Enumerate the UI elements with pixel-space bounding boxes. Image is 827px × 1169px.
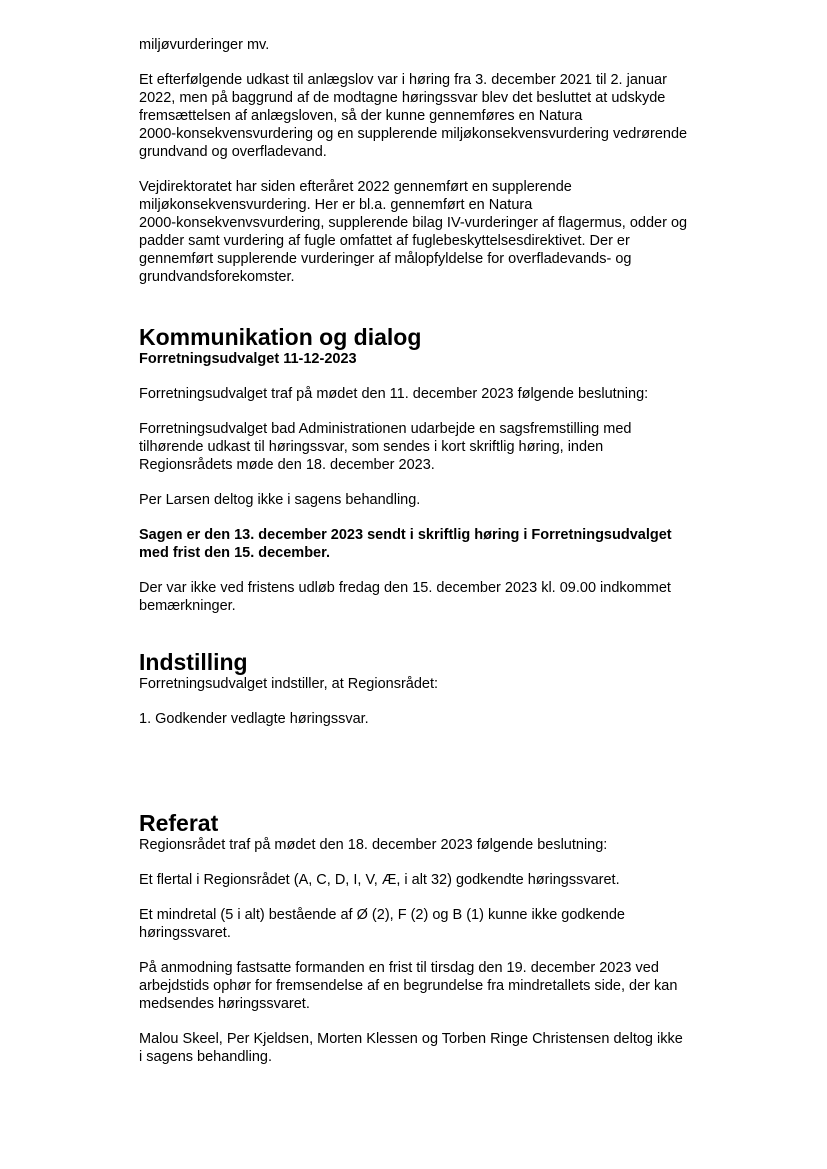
text-line: 2000-konsekvensvurdering og en supplerende miljøkonsekvensvurdering vedrørende	[139, 126, 688, 142]
kommunikation-paragraph-bold-notice	[139, 526, 739, 562]
indstilling-paragraph-1	[139, 675, 739, 693]
document-page	[139, 36, 739, 1066]
section-referat	[139, 810, 739, 1066]
text-line: høringssvaret.	[139, 925, 231, 941]
text-line: Vejdirektoratet har siden efteråret 2022 gennemført en supplerende	[139, 179, 572, 195]
text-line: tilhørende udkast til høringssvar, som sendes i kort skriftlig høring, inden	[139, 439, 604, 455]
text-line: Forretningsudvalget traf på mødet den 11. december 2023 følgende beslutning:	[139, 386, 649, 402]
text-line: Forretningsudvalget bad Administrationen udarbejde en sagsfremstilling med	[139, 421, 632, 437]
text-line: medsendes høringssvaret.	[139, 996, 310, 1012]
text-line: grundvand og overfladevand.	[139, 144, 327, 160]
text-line: Et efterfølgende udkast til anlægslov var i høring fra 3. december 2021 til 2. januar	[139, 72, 667, 88]
section-indstilling	[139, 649, 739, 728]
section-heading-indstilling: Indstilling	[139, 649, 248, 675]
text-line: 2022, men på baggrund af de modtagne høringssvar blev det besluttet at udskyde	[139, 90, 666, 106]
section-subheading-meeting: Forretningsudvalget 11-12-2023	[139, 351, 357, 367]
text-line: Forretningsudvalget indstiller, at Regionsrådet:	[139, 676, 439, 692]
text-line: Regionsrådet traf på mødet den 18. december 2023 følgende beslutning:	[139, 837, 608, 853]
text-line: Per Larsen deltog ikke i sagens behandling.	[139, 492, 421, 508]
kommunikation-paragraph-5	[139, 579, 739, 615]
text-line: Der var ikke ved fristens udløb fredag den 15. december 2023 kl. 09.00 indkommet	[139, 580, 671, 596]
text-line: 1. Godkender vedlagte høringssvar.	[139, 711, 369, 727]
text-line: Regionsrådets møde den 18. december 2023.	[139, 457, 435, 473]
text-line: arbejdstids ophør for fremsendelse af en begrundelse fra mindretallets side, der kan	[139, 978, 678, 994]
text-line: Et mindretal (5 i alt) bestående af Ø (2), F (2) og B (1) kunne ikke godkende	[139, 907, 625, 923]
kommunikation-paragraph-2	[139, 420, 739, 474]
referat-paragraph-3	[139, 906, 739, 942]
text-line: i sagens behandling.	[139, 1049, 273, 1065]
section-heading-kommunikation: Kommunikation og dialog	[139, 324, 422, 350]
referat-paragraph-5	[139, 1030, 739, 1066]
referat-paragraph-4	[139, 959, 739, 1013]
referat-paragraph-2	[139, 871, 739, 889]
text-line: Sagen er den 13. december 2023 sendt i skriftlig høring i Forretningsudvalget	[139, 527, 672, 543]
kommunikation-paragraph-1	[139, 385, 739, 403]
indstilling-paragraph-2	[139, 710, 739, 728]
text-line: bemærkninger.	[139, 598, 236, 614]
text-line: padder samt vurdering af fugle omfattet af fuglebeskyttelsesdirektivet. Der er	[139, 233, 630, 249]
referat-paragraph-1	[139, 836, 739, 854]
intro-paragraph-vejdirektoratet	[139, 178, 739, 286]
intro-paragraph-anlaegslov	[139, 71, 739, 161]
intro-paragraph-continuation	[139, 36, 739, 54]
text-line: med frist den 15. december.	[139, 545, 330, 561]
text-line: gennemført supplerende vurderinger af målopfyldelse for overfladevands- og	[139, 251, 632, 267]
section-heading-referat: Referat	[139, 810, 219, 836]
text-line: miljøkonsekvensvurdering. Her er bl.a. gennemført en Natura	[139, 197, 533, 213]
text-line: miljøvurderinger mv.	[139, 37, 270, 53]
text-line: fremsættelsen af anlægsloven, så der kunne gennemføres en Natura	[139, 108, 583, 124]
text-line: grundvandsforekomster.	[139, 269, 295, 285]
text-line: 2000-konsekvenvsvurdering, supplerende bilag IV-vurderinger af flagermus, odder og	[139, 215, 688, 231]
text-line: På anmodning fastsatte formanden en frist til tirsdag den 19. december 2023 ved	[139, 960, 659, 976]
kommunikation-paragraph-3	[139, 491, 739, 509]
text-line: Et flertal i Regionsrådet (A, C, D, I, V, Æ, i alt 32) godkendte høringssvaret.	[139, 872, 620, 888]
section-kommunikation	[139, 324, 739, 615]
text-line: Malou Skeel, Per Kjeldsen, Morten Klessen og Torben Ringe Christensen deltog ikke	[139, 1031, 683, 1047]
